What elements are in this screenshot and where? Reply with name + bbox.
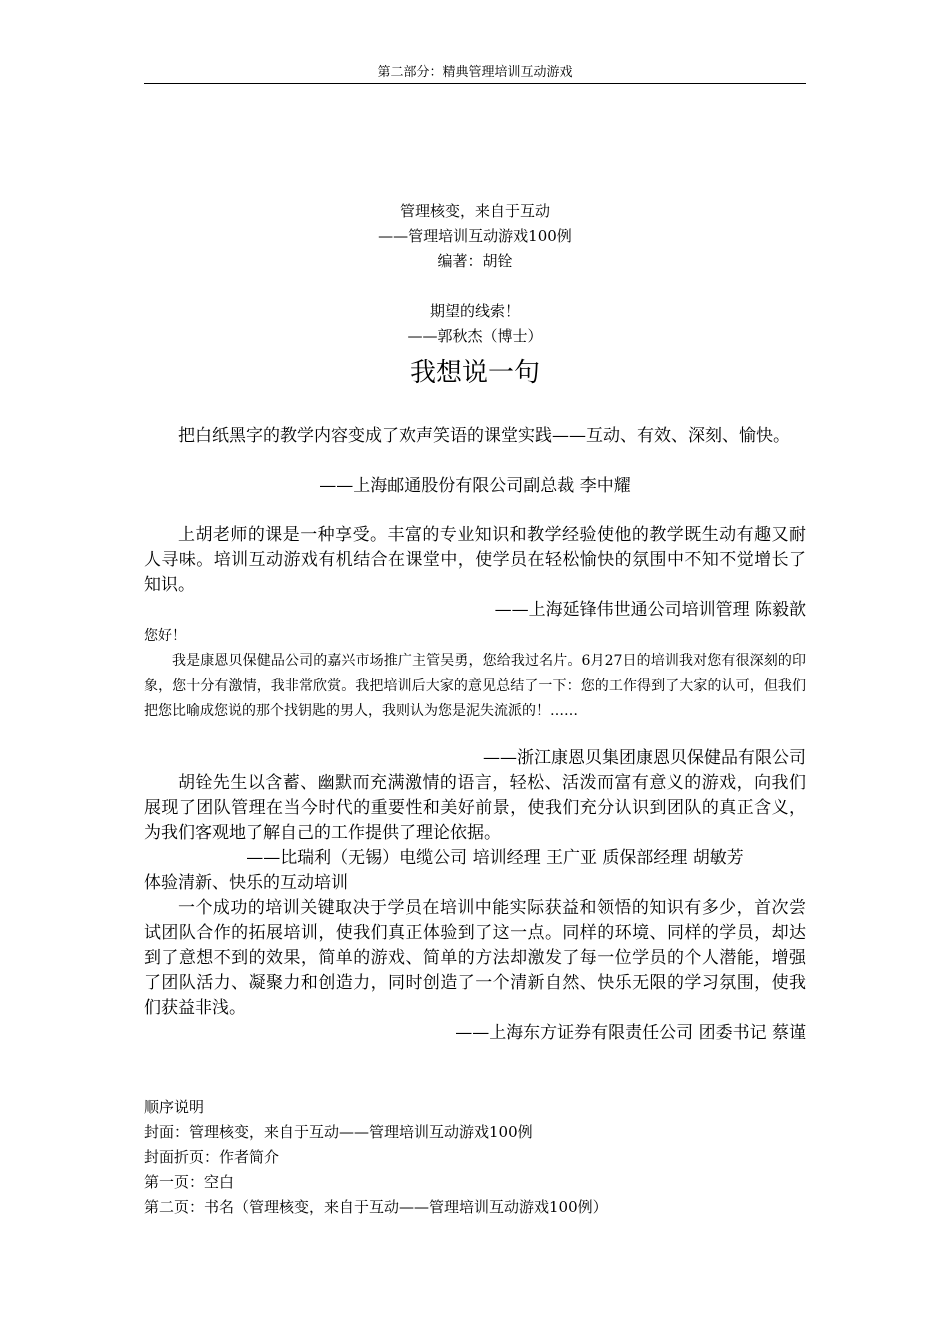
- order-note-item: 封面折页：作者简介: [144, 1148, 280, 1166]
- order-note-item: 第一页：空白: [144, 1173, 235, 1191]
- book-title: 管理核变，来自于互动: [399, 202, 550, 220]
- order-note-item: 第二页：书名（管理核变，来自于互动——管理培训互动游戏100例）: [144, 1198, 608, 1216]
- header-divider: [144, 83, 806, 84]
- testimonial-text: 上胡老师的课是一种享受。丰富的专业知识和教学经验使他的教学既生动有趣又耐人寻味。培训互动游戏有机结合在课堂中，使学员在轻松愉快的氛围中不知不觉增长了知识。: [144, 525, 806, 595]
- testimonial-text: 我是康恩贝保健品公司的嘉兴市场推广主管吴勇，您给我过名片。6月27日的培训我对您有很深刻的印象，您十分有激情，我非常欣赏。我把培训后大家的意见总结了一下：您的工作得到了大家的认可，但我们把您比喻成您说的那个找钥匙的男人，我则认为您是泥失流派的！……: [144, 653, 806, 719]
- order-notes-title: 顺序说明: [144, 1098, 205, 1116]
- expect-author: ——郭秋杰（博士）: [407, 327, 543, 345]
- testimonial-signature: ——上海东方证券有限责任公司 团委书记 蔡谨: [455, 1023, 806, 1043]
- testimonial-text: 胡铨先生以含蓄、幽默而充满激情的语言，轻松、活泼而富有意义的游戏，向我们展现了团队管理在当今时代的重要性和美好前景，使我们充分认识到团队的真正含义，为我们客观地了解自己的工作提供了理论依据。: [144, 773, 806, 843]
- expect-title: 期望的线索！: [429, 302, 520, 320]
- testimonial-text: 把白纸黑字的教学内容变成了欢声笑语的课堂实践——互动、有效、深刻、愉快。: [178, 426, 790, 446]
- testimonial-heading: 体验清新、快乐的互动培训: [144, 873, 348, 893]
- letter-greeting: 您好！: [144, 628, 186, 644]
- testimonial-signature: ——浙江康恩贝集团康恩贝保健品有限公司: [483, 748, 806, 768]
- section-title: 我想说一句: [409, 358, 540, 388]
- book-author: 编著：胡铨: [437, 252, 513, 270]
- page-header: 第二部分：精典管理培训互动游戏: [377, 65, 573, 80]
- testimonial-text: 一个成功的培训关键取决于学员在培训中能实际获益和领悟的知识有多少，首次尝试团队合作的拓展培训，使我们真正体验到了这一点。同样的环境、同样的学员，却达到了意想不到的效果，简单的游戏、简单的方法却激发了每一位学员的个人潜能，增强了团队活力、凝聚力和创造力，同时创造了一个清新自然、快乐无限的学习氛围，使我们获益非浅。: [144, 898, 806, 1018]
- testimonial-signature: ——上海邮通股份有限公司副总裁 李中耀: [319, 476, 631, 496]
- order-note-item: 封面：管理核变，来自于互动——管理培训互动游戏100例: [144, 1123, 533, 1141]
- testimonial-signature: ——上海延锋伟世通公司培训管理 陈毅歆: [494, 600, 806, 620]
- book-subtitle: ——管理培训互动游戏100例: [378, 227, 572, 245]
- testimonial-signature: ——比瑞利（无锡）电缆公司 培训经理 王广亚 质保部经理 胡敏芳: [246, 848, 744, 868]
